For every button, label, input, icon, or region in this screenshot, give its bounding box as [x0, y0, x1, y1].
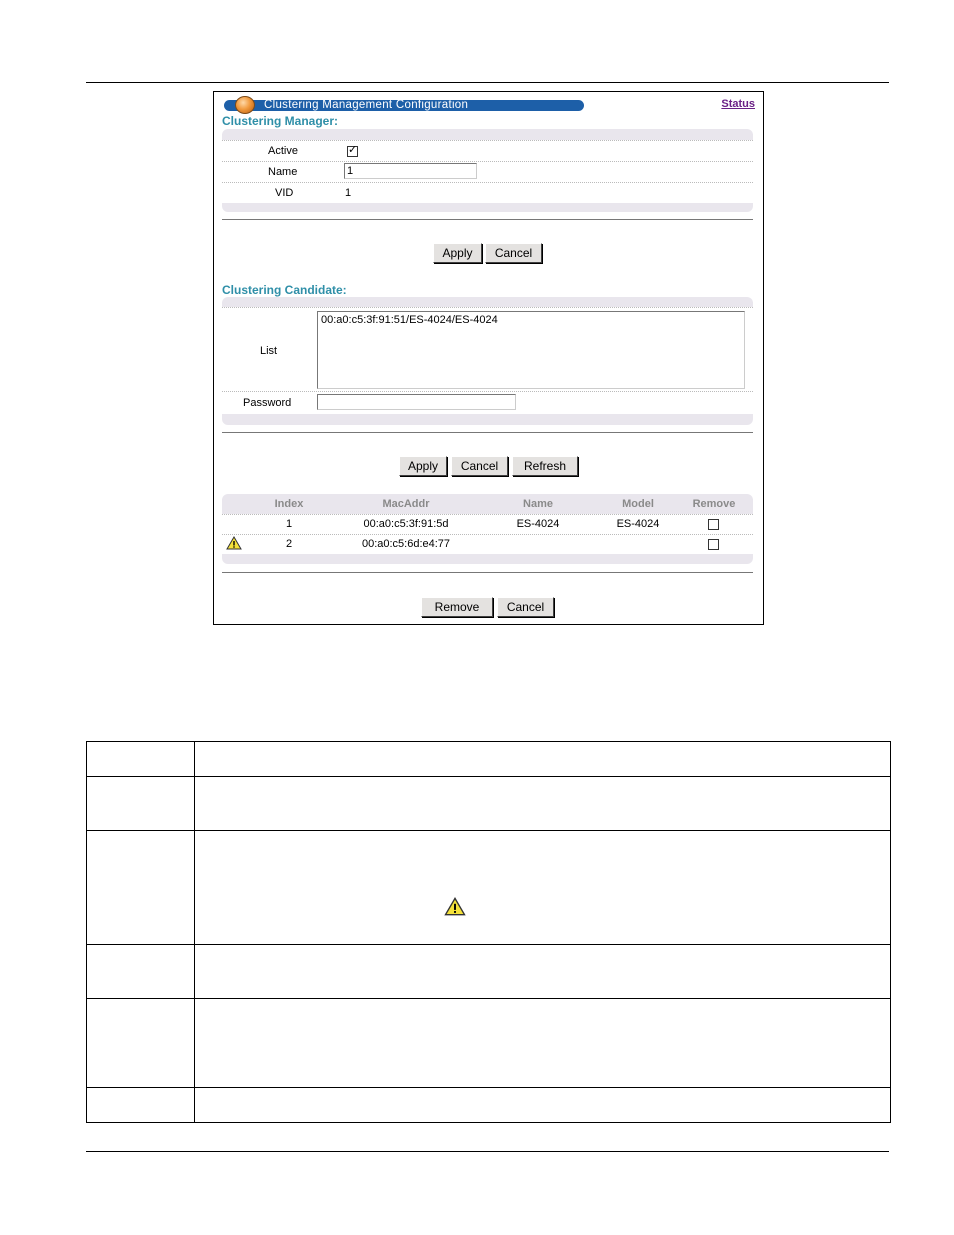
page-title: Clustering Management Configuration — [264, 99, 469, 111]
description-cell — [195, 945, 891, 999]
vid-value: 1 — [345, 187, 352, 199]
candidate-separator — [222, 432, 753, 433]
active-checkbox[interactable] — [347, 143, 358, 157]
manager-section-title: Clustering Manager: — [222, 114, 339, 128]
checkmark-icon: ✓ — [348, 143, 358, 156]
warning-icon — [226, 536, 242, 550]
remove-button[interactable]: Remove — [421, 597, 493, 617]
table-row — [87, 1088, 891, 1123]
description-table — [86, 741, 891, 1123]
description-cell — [195, 742, 891, 777]
vid-label: VID — [275, 187, 294, 199]
row-index: 2 — [285, 538, 293, 550]
row-name: ES-4024 — [516, 518, 560, 530]
table-row — [87, 999, 891, 1088]
candidate-apply-button[interactable]: Apply — [399, 456, 447, 476]
vid-row — [222, 182, 753, 203]
members-separator — [222, 572, 753, 573]
label-cell — [87, 742, 195, 777]
active-row — [222, 140, 753, 161]
table-row — [222, 514, 753, 534]
name-field[interactable]: 1 — [344, 163, 477, 179]
header-macaddr: MacAddr — [382, 498, 430, 510]
table-row — [87, 945, 891, 999]
manager-separator — [222, 219, 753, 220]
table-row — [87, 831, 891, 945]
label-cell — [87, 831, 195, 945]
password-field[interactable] — [317, 394, 516, 410]
candidate-listbox[interactable] — [317, 311, 745, 389]
list-label: List — [260, 345, 278, 357]
description-cell — [195, 999, 891, 1088]
name-label: Name — [268, 166, 298, 178]
cluster-config-panel — [213, 91, 764, 625]
members-table — [222, 494, 753, 564]
row-mac: 00:a0:c5:6d:e4:77 — [361, 538, 451, 550]
table-row — [87, 742, 891, 777]
label-cell — [87, 777, 195, 831]
header-model: Model — [622, 498, 654, 510]
description-cell — [195, 831, 891, 945]
status-link[interactable]: Status — [721, 98, 755, 110]
orb-icon — [235, 96, 255, 114]
members-cancel-button[interactable]: Cancel — [497, 597, 554, 617]
header-index: Index — [274, 498, 304, 510]
candidate-section-title: Clustering Candidate: — [222, 283, 347, 297]
label-cell — [87, 999, 195, 1088]
candidate-cancel-button[interactable]: Cancel — [451, 456, 508, 476]
label-cell — [87, 1088, 195, 1123]
manager-cancel-button[interactable]: Cancel — [485, 243, 542, 263]
description-cell — [195, 1088, 891, 1123]
password-row — [222, 391, 753, 414]
table-row — [87, 777, 891, 831]
row-index: 1 — [285, 518, 293, 530]
table-row — [222, 534, 753, 554]
list-item[interactable]: 00:a0:c5:3f:91:51/ES-4024/ES-4024 — [321, 314, 498, 326]
candidate-group — [222, 297, 753, 425]
remove-checkbox[interactable] — [708, 539, 719, 550]
manager-apply-button[interactable]: Apply — [433, 243, 482, 263]
row-mac: 00:a0:c5:3f:91:5d — [363, 518, 449, 530]
name-row — [222, 161, 753, 182]
header-remove: Remove — [692, 498, 736, 510]
remove-checkbox[interactable] — [708, 519, 719, 530]
candidate-refresh-button[interactable]: Refresh — [512, 456, 578, 476]
warning-icon — [444, 897, 466, 916]
label-cell — [87, 945, 195, 999]
row-model: ES-4024 — [616, 518, 660, 530]
password-label: Password — [243, 397, 292, 409]
footer-rule — [86, 1151, 889, 1152]
active-label: Active — [268, 145, 298, 157]
description-cell — [195, 777, 891, 831]
list-row — [222, 307, 753, 391]
header-rule — [86, 82, 889, 83]
manager-group — [222, 129, 753, 212]
header-name: Name — [523, 498, 553, 510]
